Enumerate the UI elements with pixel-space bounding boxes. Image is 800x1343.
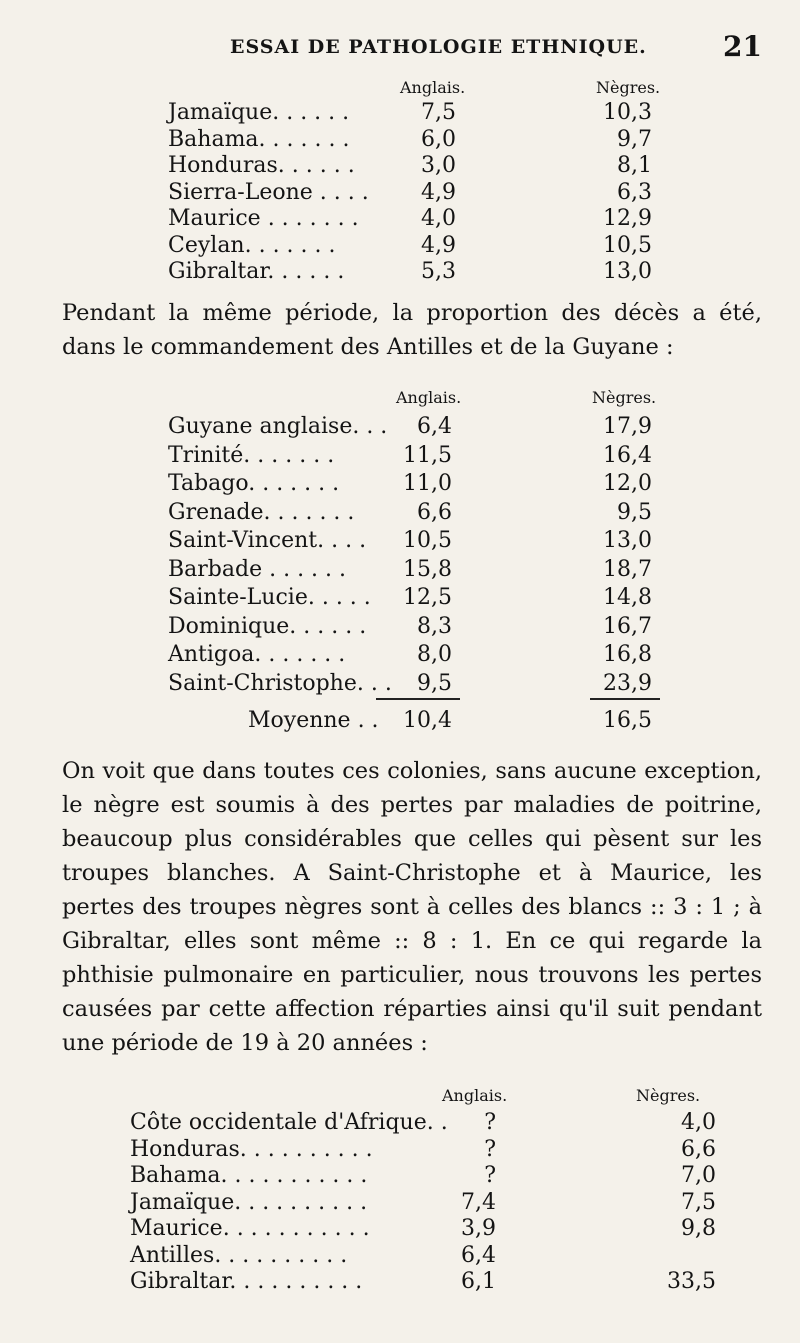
table-row [0,557,800,587]
value-anglais: 11,0 [403,471,452,496]
value-negres: 17,9 [603,414,652,439]
table-row [0,1190,800,1220]
column-header-negres: Nègres. [592,388,657,407]
table-row [0,127,800,157]
value-anglais: 6,1 [461,1269,496,1294]
row-label: Maurice . . . . . . . [168,206,359,231]
value-negres: 13,0 [603,259,652,284]
row-label: Guyane anglaise. . . [168,414,388,439]
row-label: Sierra-Leone . . . . [168,179,369,205]
table-row [0,259,800,289]
row-label: Bahama. . . . . . . . . . . [130,1163,368,1188]
table-row [0,233,800,263]
column-header-anglais: Anglais. [396,388,462,407]
value-negres: 13,0 [603,528,652,553]
table-row [0,671,800,701]
table-row [0,1163,800,1193]
value-anglais: 8,3 [417,613,452,639]
table-row [0,1269,800,1299]
table-row [0,1137,800,1167]
column-header-anglais: Anglais. [400,78,466,97]
table-row [0,500,800,530]
value-anglais: 3,0 [421,153,456,178]
value-negres: 16,8 [603,642,652,667]
paragraph-phthisis-discussion: On voit que dans toutes ces colonies, sans aucune exception, le nègre est soumis à des pertes par maladies de poitrine, beaucoup plus considérables que celles qui pèsent sur les troupes blanches. A Saint-Christophe et à Maurice, les pertes des troupes nègres sont à celles des blancs :: 3 : 1 ; à Gibraltar, elles sont même :: 8 : 1. En ce qui regarde la phthisie pulmonaire en particulier, nous trouvons les pertes causées par cette affection réparties ainsi qu'il suit pendant une période de 19 à 20 années : [62,758,762,1056]
value-anglais: 15,8 [403,556,452,582]
row-label: Antilles. . . . . . . . . . [130,1242,348,1268]
value-negres: 4,0 [681,1110,716,1135]
page-header [0,30,800,70]
value-negres: 12,0 [603,471,652,496]
value-negres: 16,4 [603,442,652,468]
table-row [0,528,800,558]
value-anglais: 4,9 [421,232,456,258]
row-label: Honduras. . . . . . [168,153,355,178]
page-number: 21 [723,30,762,63]
row-label: Honduras. . . . . . . . . . [130,1136,373,1162]
value-negres: 10,5 [603,232,652,258]
value-anglais: 10,5 [403,528,452,553]
value-anglais: ? [484,1110,496,1135]
table-row [0,153,800,183]
table-row [0,1243,800,1273]
value-negres: 9,5 [617,499,652,525]
value-anglais: 5,3 [421,259,456,284]
table-row [0,1216,800,1246]
table-row [0,180,800,210]
sum-rule-anglais [376,698,460,700]
value-negres: 7,5 [681,1189,716,1215]
row-label: Trinité. . . . . . . [168,442,335,468]
row-label: Saint-Christophe. . . [168,670,392,696]
table-row [0,414,800,444]
value-anglais: 3,9 [461,1216,496,1241]
running-title: ESSAI DE PATHOLOGIE ETHNIQUE. [230,36,647,58]
value-negres: 12,9 [603,206,652,231]
value-anglais: 8,0 [417,642,452,667]
row-label: Grenade. . . . . . . [168,499,355,525]
table-row [0,443,800,473]
value-negres: 16,7 [603,613,652,639]
table-row [0,471,800,501]
value-negres: 23,9 [603,670,652,696]
table-row-average [0,708,800,738]
value-anglais: 4,9 [421,179,456,205]
average-anglais: 10,4 [403,708,452,733]
value-anglais: 12,5 [403,585,452,610]
average-label: Moyenne . . [248,708,379,733]
row-label: Ceylan. . . . . . . [168,232,336,258]
value-anglais: ? [484,1163,496,1188]
value-anglais: 6,4 [417,414,452,439]
row-label: Tabago. . . . . . . [168,471,340,496]
row-label: Jamaïque. . . . . . . . . . [130,1189,368,1215]
table-row [0,100,800,130]
row-label: Bahama. . . . . . . [168,126,350,152]
row-label: Gibraltar. . . . . . . . . . [130,1269,363,1294]
table-row [0,585,800,615]
value-anglais: 7,4 [461,1189,496,1215]
row-label: Gibraltar. . . . . . [168,259,345,284]
paragraph-antilles-intro: Pendant la même période, la proportion des décès a été, dans le commandement des Antilles et de la Guyane : [62,300,762,360]
row-label: Jamaïque. . . . . . [168,100,350,125]
value-negres: 6,3 [617,179,652,205]
value-negres: 9,7 [617,126,652,152]
value-anglais: 9,5 [417,670,452,696]
value-negres: 9,8 [681,1216,716,1241]
value-negres: 10,3 [603,100,652,125]
row-label: Maurice. . . . . . . . . . . [130,1216,370,1241]
value-anglais: 6,4 [461,1242,496,1268]
average-negres: 16,5 [603,708,652,733]
value-anglais: 6,0 [421,126,456,152]
value-anglais: 7,5 [421,100,456,125]
row-label: Antigoa. . . . . . . [168,642,346,667]
value-negres: 6,6 [681,1136,716,1162]
value-negres: 14,8 [603,585,652,610]
table-row [0,1110,800,1140]
column-header-negres: Nègres. [596,78,661,97]
value-negres: 8,1 [617,153,652,178]
value-anglais: ? [484,1136,496,1162]
value-negres: 18,7 [603,556,652,582]
row-label: Sainte-Lucie. . . . . [168,585,371,610]
row-label: Côte occidentale d'Afrique. . [130,1110,448,1135]
value-anglais: 11,5 [403,442,452,468]
row-label: Saint-Vincent. . . . [168,528,367,553]
table-row [0,206,800,236]
sum-rule-negres [590,698,660,700]
column-header-negres: Nègres. [636,1086,701,1105]
value-negres: 7,0 [681,1163,716,1188]
table-row [0,642,800,672]
value-anglais: 6,6 [417,499,452,525]
value-anglais: 4,0 [421,206,456,231]
row-label: Barbade . . . . . . [168,556,347,582]
table-row [0,614,800,644]
column-header-anglais: Anglais. [442,1086,508,1105]
row-label: Dominique. . . . . . [168,613,367,639]
value-negres: 33,5 [667,1269,716,1294]
